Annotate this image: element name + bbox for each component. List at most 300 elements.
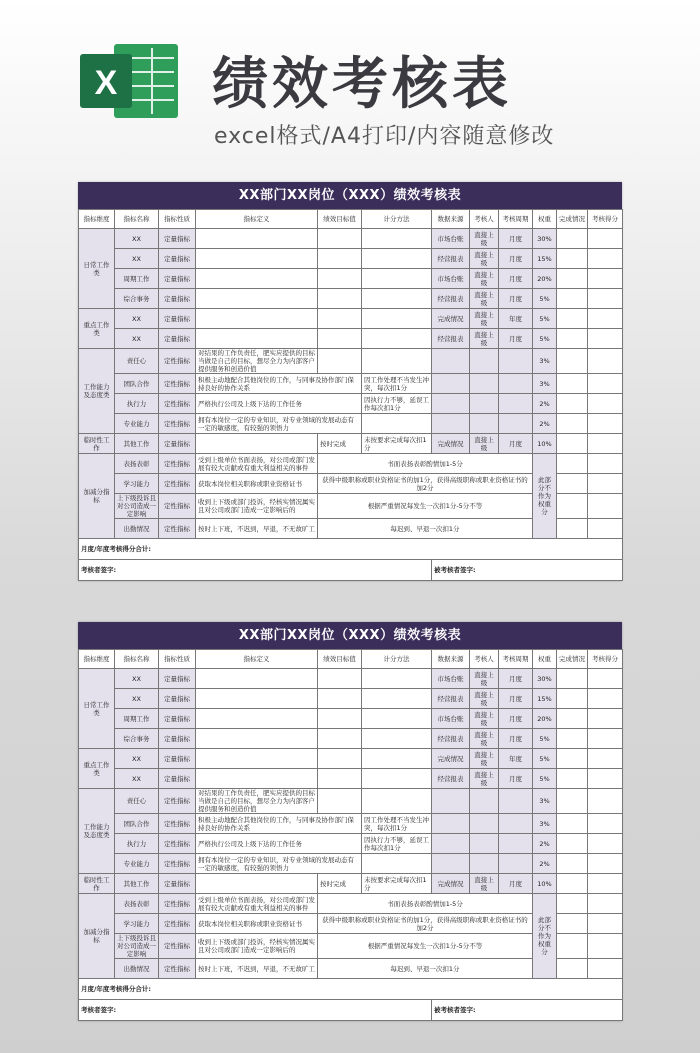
cell-assessor [470, 414, 499, 434]
cell-nature: 定量指标 [159, 669, 196, 689]
cell-score[interactable] [588, 814, 623, 834]
cell-cycle: 月度 [499, 434, 533, 454]
cell-cycle: 月度 [499, 729, 533, 749]
performance-table [78, 209, 623, 581]
cell-completion[interactable] [557, 414, 588, 434]
cell-definition[interactable] [196, 874, 318, 894]
sheet-preview-1 [78, 182, 622, 581]
cell-completion[interactable] [557, 249, 588, 269]
cell-method[interactable] [362, 414, 432, 434]
cell-completion[interactable] [557, 669, 588, 689]
cell-cycle: 年度 [499, 749, 533, 769]
cell-cycle: 月度 [499, 669, 533, 689]
cell-weight-note: 此部分不作为权重分 [533, 454, 557, 539]
cell-definition: 拥有本岗位一定的专业知识，对专业领域的发展动态有一定的敏感度，有较强的领悟力 [196, 414, 362, 434]
total-label: 月度/年度考核得分合计: [79, 979, 623, 1000]
cell-definition[interactable] [196, 434, 318, 454]
cell-target[interactable] [318, 249, 362, 269]
cell-source: 市场台账 [432, 709, 470, 729]
cell-definition[interactable] [196, 729, 318, 749]
cell-source [432, 834, 470, 854]
cell-name: XX [115, 669, 159, 689]
page-header [0, 0, 700, 170]
cell-score[interactable] [588, 959, 623, 979]
cell-source: 经营报表 [432, 769, 470, 789]
table-row [79, 329, 623, 349]
cell-score[interactable] [588, 269, 623, 289]
cell-definition[interactable] [196, 769, 318, 789]
cell-method[interactable] [362, 309, 432, 329]
col-weight: 权重 [533, 650, 557, 669]
cell-cycle: 月度 [499, 874, 533, 894]
cell-assessor: 直接上级 [470, 229, 499, 249]
cell-completion[interactable] [557, 934, 588, 959]
table-row [79, 709, 623, 729]
assessee-signature[interactable]: 被考核者签字: [432, 560, 623, 581]
cell-weight: 10% [533, 434, 557, 454]
cell-weight: 3% [533, 789, 557, 814]
cell-assessor: 直接上级 [470, 329, 499, 349]
signature-row [79, 1000, 623, 1021]
cell-score[interactable] [588, 394, 623, 414]
cell-nature: 定量指标 [159, 289, 196, 309]
cell-source: 经营报表 [432, 249, 470, 269]
cell-method[interactable] [362, 289, 432, 309]
cell-method[interactable] [362, 854, 432, 874]
cell-completion[interactable] [557, 959, 588, 979]
cell-assessor: 直接上级 [470, 249, 499, 269]
cell-target[interactable] [318, 289, 362, 309]
cell-method[interactable] [362, 669, 432, 689]
cell-nature: 定性指标 [159, 959, 196, 979]
cell-score[interactable] [588, 454, 623, 474]
cell-source: 市场台账 [432, 269, 470, 289]
table-row [79, 814, 623, 834]
cell-completion[interactable] [557, 454, 588, 474]
cell-definition[interactable] [196, 249, 318, 269]
cell-method[interactable] [362, 269, 432, 289]
performance-table [78, 649, 623, 1021]
assessor-signature[interactable]: 考核者签字: [79, 560, 432, 581]
cell-completion[interactable] [557, 519, 588, 539]
cell-score[interactable] [588, 374, 623, 394]
cell-definition[interactable] [196, 709, 318, 729]
cell-method: 因工作处理不当发生冲突，每次扣1分 [362, 374, 432, 394]
cell-name: 责任心 [115, 789, 159, 814]
cell-weight: 30% [533, 669, 557, 689]
cell-method[interactable] [362, 749, 432, 769]
table-row [79, 414, 623, 434]
cell-nature: 定性指标 [159, 374, 196, 394]
cell-nature: 定量指标 [159, 749, 196, 769]
cell-definition: 受到上级单位书面表扬，对公司或部门发展有较大贡献或有重大利益相关的事件 [196, 894, 318, 914]
cell-definition: 获取本岗位相关职称或职业资格证书 [196, 914, 318, 934]
cell-name: 上下级投诉且对公司造成一定影响 [115, 494, 159, 519]
cell-definition: 受到上级单位书面表扬，对公司或部门发展有较大贡献或有重大利益相关的事件 [196, 454, 318, 474]
cell-completion[interactable] [557, 814, 588, 834]
table-row [79, 434, 623, 454]
cell-weight: 2% [533, 854, 557, 874]
cell-definition[interactable] [196, 329, 318, 349]
cell-score[interactable] [588, 709, 623, 729]
cell-score[interactable] [588, 854, 623, 874]
cell-cycle [499, 414, 533, 434]
cell-weight: 2% [533, 394, 557, 414]
col-source: 数据来源 [432, 210, 470, 229]
cell-score[interactable] [588, 894, 623, 914]
cell-definition: 严格执行公司及上级下达的工作任务 [196, 394, 362, 414]
cell-completion[interactable] [557, 854, 588, 874]
cell-assessor: 直接上级 [470, 874, 499, 894]
cell-source [432, 789, 470, 814]
page-subtitle: excel格式/A4打印/内容随意修改 [214, 124, 555, 149]
cell-cycle [499, 374, 533, 394]
col-cycle: 考核周期 [499, 210, 533, 229]
cell-weight: 30% [533, 229, 557, 249]
cell-target[interactable] [318, 749, 362, 769]
cell-cycle: 月度 [499, 229, 533, 249]
cell-score[interactable] [588, 494, 623, 519]
col-score: 考核得分 [588, 210, 623, 229]
cell-completion[interactable] [557, 914, 588, 934]
cell-name: 周期工作 [115, 709, 159, 729]
cell-cycle [499, 349, 533, 374]
cell-name: 专业能力 [115, 854, 159, 874]
cell-nature: 定量指标 [159, 309, 196, 329]
cell-score[interactable] [588, 729, 623, 749]
cell-score[interactable] [588, 834, 623, 854]
cell-weight: 2% [533, 834, 557, 854]
cell-definition[interactable] [196, 229, 318, 249]
cell-target[interactable] [318, 789, 362, 814]
cell-assessor: 直接上级 [470, 289, 499, 309]
cell-cycle: 年度 [499, 309, 533, 329]
cell-completion[interactable] [557, 309, 588, 329]
cell-score[interactable] [588, 874, 623, 894]
cell-cycle: 月度 [499, 329, 533, 349]
col-dimension: 指标维度 [79, 210, 115, 229]
cell-completion[interactable] [557, 729, 588, 749]
cell-name: 其他工作 [115, 874, 159, 894]
cell-weight: 10% [533, 874, 557, 894]
cell-nature: 定性指标 [159, 474, 196, 494]
page-title: 绩效考核表 [212, 52, 512, 117]
cell-nature: 定性指标 [159, 814, 196, 834]
cell-score[interactable] [588, 689, 623, 709]
signature-row [79, 560, 623, 581]
cell-method: 因工作处理不当发生冲突，每次扣1分 [362, 814, 432, 834]
cell-source [432, 374, 470, 394]
cell-nature: 定量指标 [159, 249, 196, 269]
cell-method: 因执行力不够，延误工作每次扣1分 [362, 394, 432, 414]
cell-name: 综合事务 [115, 729, 159, 749]
cell-cycle: 月度 [499, 689, 533, 709]
cell-method[interactable] [362, 769, 432, 789]
cell-nature: 定性指标 [159, 494, 196, 519]
cell-method: 未按要求完成每次扣1分 [362, 434, 432, 454]
cell-completion[interactable] [557, 289, 588, 309]
cell-target: 按时完成 [318, 874, 362, 894]
cell-definition: 对结果的工作负责任，肥实应提供的目标当做是自己的目标，想尽全力为内部客户提供服务和创造价值 [196, 349, 318, 374]
cell-definition: 严格执行公司及上级下达的工作任务 [196, 834, 362, 854]
cell-method[interactable] [362, 729, 432, 749]
cell-target[interactable] [318, 329, 362, 349]
table-row [79, 729, 623, 749]
col-score: 考核得分 [588, 650, 623, 669]
cell-weight: 2% [533, 414, 557, 434]
table-row [79, 374, 623, 394]
cell-score[interactable] [588, 934, 623, 959]
cell-completion[interactable] [557, 689, 588, 709]
cell-completion[interactable] [557, 434, 588, 454]
cell-name: 周期工作 [115, 269, 159, 289]
table-row [79, 269, 623, 289]
cell-definition[interactable] [196, 669, 318, 689]
cell-score[interactable] [588, 414, 623, 434]
group-label: 重点工作类 [79, 309, 115, 349]
cell-name: 团队合作 [115, 814, 159, 834]
cell-assessor [470, 814, 499, 834]
cell-name: 表扬表彰 [115, 454, 159, 474]
cell-nature: 定性指标 [159, 394, 196, 414]
sheet-title: XX部门XX岗位（XXX）绩效考核表 [78, 182, 622, 209]
cell-name: XX [115, 249, 159, 269]
cell-definition: 获取本岗位相关职称或职业资格证书 [196, 474, 318, 494]
cell-score[interactable] [588, 789, 623, 814]
group-label: 工作能力及态度类 [79, 789, 115, 874]
cell-score[interactable] [588, 289, 623, 309]
cell-definition[interactable] [196, 309, 318, 329]
cell-completion[interactable] [557, 229, 588, 249]
cell-definition[interactable] [196, 289, 318, 309]
col-assessor: 考核人 [470, 650, 499, 669]
table-header-row [79, 210, 623, 229]
group-label: 加减分指标 [79, 894, 115, 979]
cell-method: 未按要求完成每次扣1分 [362, 874, 432, 894]
col-method: 计分方法 [362, 210, 432, 229]
cell-definition[interactable] [196, 689, 318, 709]
cell-completion[interactable] [557, 894, 588, 914]
cell-score[interactable] [588, 434, 623, 454]
cell-method[interactable] [362, 329, 432, 349]
col-completion: 完成情况 [557, 650, 588, 669]
cell-source: 经营报表 [432, 329, 470, 349]
cell-completion[interactable] [557, 874, 588, 894]
cell-nature: 定量指标 [159, 229, 196, 249]
cell-cycle: 月度 [499, 709, 533, 729]
col-target: 绩效目标值 [318, 210, 362, 229]
cell-name: 出勤情况 [115, 519, 159, 539]
excel-logo-icon [78, 38, 182, 124]
cell-target[interactable] [318, 669, 362, 689]
cell-score[interactable] [588, 329, 623, 349]
cell-definition: 拥有本岗位一定的专业知识，对专业领域的发展动态有一定的敏感度，有较强的领悟力 [196, 854, 362, 874]
table-row [79, 874, 623, 894]
cell-completion[interactable] [557, 749, 588, 769]
cell-score[interactable] [588, 349, 623, 374]
col-nature: 指标性质 [159, 210, 196, 229]
cell-weight: 5% [533, 749, 557, 769]
cell-target[interactable] [318, 769, 362, 789]
table-row [79, 749, 623, 769]
cell-definition: 按时上下班，不迟到，早退，不无故旷工 [196, 519, 318, 539]
cell-score[interactable] [588, 519, 623, 539]
cell-cycle: 月度 [499, 269, 533, 289]
cell-cycle [499, 789, 533, 814]
cell-weight: 5% [533, 329, 557, 349]
col-name: 指标名称 [115, 210, 159, 229]
cell-completion[interactable] [557, 374, 588, 394]
cell-completion[interactable] [557, 494, 588, 519]
cell-nature: 定性指标 [159, 349, 196, 374]
cell-target[interactable] [318, 349, 362, 374]
cell-name: 上下级投诉且对公司造成一定影响 [115, 934, 159, 959]
cell-nature: 定性指标 [159, 834, 196, 854]
cell-source [432, 854, 470, 874]
table-row [79, 689, 623, 709]
cell-assessor [470, 789, 499, 814]
cell-assessor [470, 374, 499, 394]
col-cycle: 考核周期 [499, 650, 533, 669]
col-method: 计分方法 [362, 650, 432, 669]
cell-score[interactable] [588, 229, 623, 249]
cell-nature: 定性指标 [159, 934, 196, 959]
cell-definition[interactable] [196, 749, 318, 769]
cell-name: 责任心 [115, 349, 159, 374]
cell-method[interactable] [362, 789, 432, 814]
cell-completion[interactable] [557, 394, 588, 414]
cell-definition: 收到上下级或部门投诉，经核实情况属实且对公司或部门造成一定影响后的 [196, 934, 318, 959]
svg-text:X: X [94, 64, 118, 102]
cell-assessor: 直接上级 [470, 769, 499, 789]
col-dimension: 指标维度 [79, 650, 115, 669]
cell-score[interactable] [588, 669, 623, 689]
cell-nature: 定性指标 [159, 519, 196, 539]
cell-assessor [470, 349, 499, 374]
cell-nature: 定量指标 [159, 269, 196, 289]
cell-cycle: 月度 [499, 249, 533, 269]
cell-completion[interactable] [557, 769, 588, 789]
col-target: 绩效目标值 [318, 650, 362, 669]
table-row [79, 834, 623, 854]
cell-method: 根据严重情况每发生一次扣1分-5分不等 [318, 494, 533, 519]
cell-score[interactable] [588, 769, 623, 789]
cell-name: XX [115, 769, 159, 789]
assessee-signature[interactable]: 被考核者签字: [432, 1000, 623, 1021]
cell-method: 书面表扬表彰酌情加1-5分 [318, 894, 533, 914]
cell-nature: 定性指标 [159, 914, 196, 934]
cell-nature: 定量指标 [159, 329, 196, 349]
cell-definition: 积极主动地配合其他岗位的工作，与同事及协作部门保持良好的协作关系 [196, 374, 362, 394]
cell-definition[interactable] [196, 269, 318, 289]
table-row [79, 349, 623, 374]
cell-source: 完成情况 [432, 309, 470, 329]
cell-name: 执行力 [115, 834, 159, 854]
cell-method: 因执行力不够，延误工作每次扣1分 [362, 834, 432, 854]
assessor-signature[interactable]: 考核者签字: [79, 1000, 432, 1021]
cell-name: 综合事务 [115, 289, 159, 309]
cell-target[interactable] [318, 709, 362, 729]
cell-weight: 15% [533, 249, 557, 269]
cell-completion[interactable] [557, 834, 588, 854]
cell-method[interactable] [362, 249, 432, 269]
cell-assessor: 直接上级 [470, 749, 499, 769]
cell-target[interactable] [318, 689, 362, 709]
cell-completion[interactable] [557, 269, 588, 289]
cell-score[interactable] [588, 914, 623, 934]
col-name: 指标名称 [115, 650, 159, 669]
cell-target[interactable] [318, 309, 362, 329]
cell-completion[interactable] [557, 789, 588, 814]
col-assessor: 考核人 [470, 210, 499, 229]
cell-assessor: 直接上级 [470, 669, 499, 689]
col-nature: 指标性质 [159, 650, 196, 669]
group-label: 日常工作类 [79, 229, 115, 309]
cell-source [432, 394, 470, 414]
cell-definition: 收到上下级或部门投诉，经核实情况属实且对公司或部门造成一定影响后的 [196, 494, 318, 519]
cell-name: 团队合作 [115, 374, 159, 394]
table-header-row [79, 650, 623, 669]
table-row [79, 669, 623, 689]
sheet-preview-2 [78, 622, 622, 1021]
table-row [79, 854, 623, 874]
cell-name: 其他工作 [115, 434, 159, 454]
cell-method[interactable] [362, 709, 432, 729]
cell-cycle [499, 394, 533, 414]
cell-completion[interactable] [557, 329, 588, 349]
cell-assessor: 直接上级 [470, 709, 499, 729]
cell-name: 表扬表彰 [115, 894, 159, 914]
cell-source [432, 414, 470, 434]
cell-method[interactable] [362, 689, 432, 709]
col-definition: 指标定义 [196, 650, 318, 669]
cell-source [432, 814, 470, 834]
cell-weight: 3% [533, 814, 557, 834]
cell-target[interactable] [318, 229, 362, 249]
cell-completion[interactable] [557, 709, 588, 729]
cell-nature: 定量指标 [159, 769, 196, 789]
cell-score[interactable] [588, 749, 623, 769]
cell-nature: 定性指标 [159, 454, 196, 474]
cell-method[interactable] [362, 349, 432, 374]
cell-method: 每迟到、早退一次扣1分 [318, 959, 533, 979]
cell-method[interactable] [362, 229, 432, 249]
cell-completion[interactable] [557, 349, 588, 374]
cell-nature: 定性指标 [159, 414, 196, 434]
cell-assessor: 直接上级 [470, 729, 499, 749]
cell-assessor: 直接上级 [470, 269, 499, 289]
cell-name: XX [115, 749, 159, 769]
cell-score[interactable] [588, 309, 623, 329]
cell-assessor [470, 854, 499, 874]
cell-target[interactable] [318, 729, 362, 749]
cell-source: 完成情况 [432, 874, 470, 894]
cell-score[interactable] [588, 249, 623, 269]
cell-assessor [470, 394, 499, 414]
cell-completion[interactable] [557, 474, 588, 494]
cell-name: 学习能力 [115, 474, 159, 494]
cell-score[interactable] [588, 474, 623, 494]
cell-name: 出勤情况 [115, 959, 159, 979]
table-row [79, 894, 623, 914]
table-row [79, 229, 623, 249]
cell-name: XX [115, 309, 159, 329]
table-row [79, 249, 623, 269]
cell-name: 执行力 [115, 394, 159, 414]
total-row [79, 539, 623, 560]
sheet-title: XX部门XX岗位（XXX）绩效考核表 [78, 622, 622, 649]
cell-target[interactable] [318, 269, 362, 289]
